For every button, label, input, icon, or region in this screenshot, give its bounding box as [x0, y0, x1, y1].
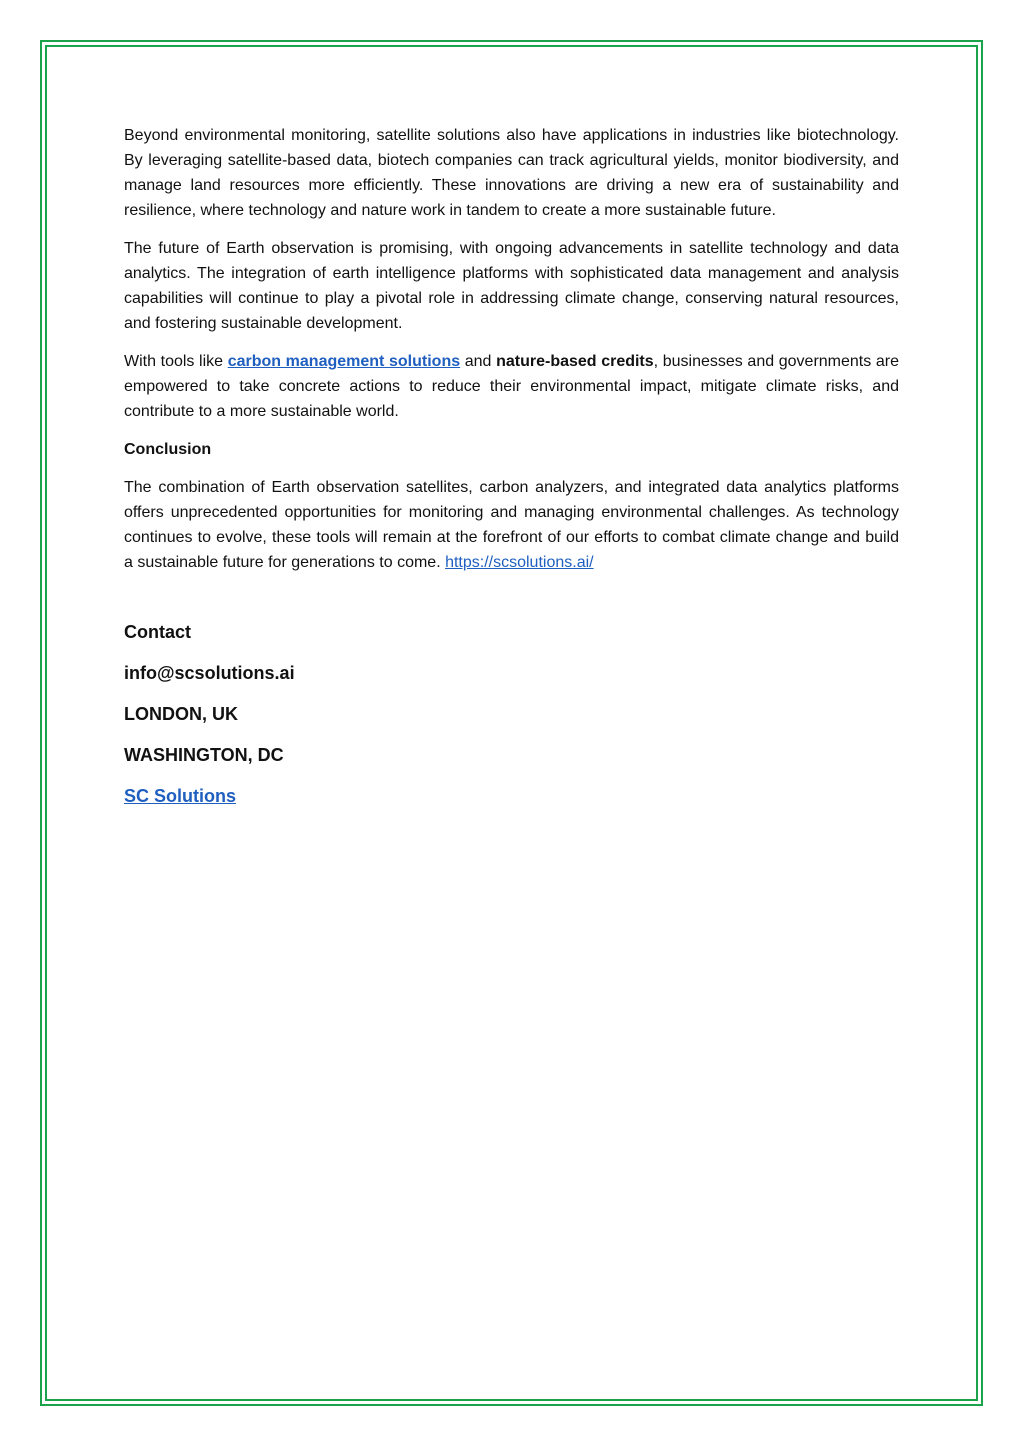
paragraph-tools-suffix: , businesses and governments are empowered to take concrete actions to reduce their environmental impact, mitigate climate risks, and contribute to a more sustainable world. [124, 353, 900, 420]
conclusion-heading: Conclusion [124, 441, 212, 458]
website-link[interactable]: https://scsolutions.ai/ [445, 554, 594, 571]
paragraph-tools-middle: and [460, 353, 497, 370]
nature-based-credits-text: nature-based credits [496, 353, 654, 370]
document-body [124, 123, 899, 808]
carbon-management-link[interactable]: carbon management solutions [227, 353, 461, 370]
paragraph-future: The future of Earth observation is promising, with ongoing advancements in satellite technology and data analytics. The integration of earth intelligence platforms with sophisticated data management and analysis capabilities will continue to play a pivotal role in addressing climate change, conserving natural resources, and fostering sustainable development. [124, 240, 899, 332]
contact-location-washington: WASHINGTON, DC [124, 745, 284, 765]
contact-block [124, 620, 899, 808]
contact-location-london: LONDON, UK [124, 704, 238, 724]
sc-solutions-link[interactable]: SC Solutions [124, 786, 236, 806]
paragraph-tools-prefix: With tools like [124, 353, 228, 370]
contact-heading: Contact [124, 622, 191, 642]
paragraph-conclusion-text: The combination of Earth observation satellites, carbon analyzers, and integrated data analytics platforms offers unprecedented opportunities for monitoring and managing environmental challenges. As technology continues to evolve, these tools will remain at the forefront of our efforts to combat climate change and build a sustainable future for generations to come. [124, 479, 899, 571]
paragraph-biotech: Beyond environmental monitoring, satellite solutions also have applications in industries like biotechnology. By leveraging satellite-based data, biotech companies can track agricultural yields, monitor biodiversity, and manage land resources more efficiently. These innovations are driving a new era of sustainability and resilience, where technology and nature work in tandem to create a more sustainable future. [124, 127, 899, 219]
paragraph-conclusion [124, 475, 899, 575]
contact-email: info@scsolutions.ai [124, 663, 295, 683]
paragraph-tools [124, 349, 899, 424]
